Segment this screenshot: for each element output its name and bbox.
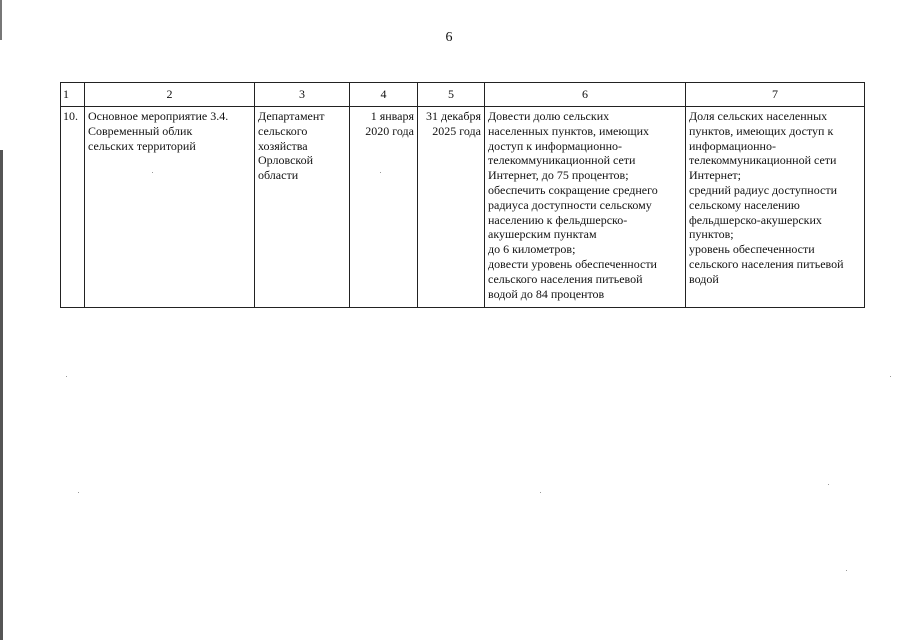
- result-cell: [485, 107, 686, 308]
- indicators-cell: [686, 107, 865, 308]
- indicator-line: Доля сельских населенных: [689, 109, 828, 123]
- header-cell-1: 1: [61, 83, 85, 107]
- executor-line: Орловской: [258, 153, 314, 168]
- executor-lines: [258, 109, 346, 183]
- result-line: водой до 84 процентов: [488, 286, 605, 301]
- result-line: сельского населения питьевой: [488, 271, 643, 286]
- indicator-line: сельского населения питьевой: [689, 256, 844, 271]
- result-lines: [488, 109, 682, 301]
- result-line: населенных пунктов, имеющих: [488, 123, 650, 138]
- indicator-line: телекоммуникационной сети: [689, 153, 837, 168]
- end-date-lines: [421, 109, 481, 139]
- result-line: довести уровень обеспеченности: [488, 256, 657, 271]
- end-date-line: 2025 года: [432, 123, 481, 138]
- indicator-line: уровень обеспеченности: [689, 242, 815, 257]
- header-cell-2: 2: [85, 83, 255, 107]
- activity-line: Современный облик: [88, 123, 193, 138]
- indicator-line: пунктов, имеющих доступ к: [689, 123, 834, 138]
- scan-speck: [380, 172, 381, 173]
- end-date-cell: [418, 107, 485, 308]
- start-date-lines: [353, 109, 414, 139]
- result-line: Интернет, до 75 процентов;: [488, 168, 629, 183]
- program-table: [60, 82, 865, 308]
- header-cell-6: 6: [485, 83, 686, 107]
- scan-speck: [846, 570, 847, 571]
- indicator-line: сельскому населению: [689, 197, 800, 212]
- activity-line: Основное мероприятие 3.4.: [88, 109, 229, 123]
- indicator-line: фельдшерско-акушерских: [689, 212, 822, 227]
- activity-line: сельских территорий: [88, 138, 196, 153]
- indicator-line: Интернет;: [689, 168, 741, 183]
- executor-line: сельского: [258, 123, 308, 138]
- scan-speck: [66, 376, 67, 377]
- header-cell-5: 5: [418, 83, 485, 107]
- result-line: обеспечить сокращение среднего: [488, 182, 658, 197]
- result-line: телекоммуникационной сети: [488, 153, 636, 168]
- indicator-line: водой: [689, 271, 719, 286]
- table-row: [61, 107, 865, 308]
- result-line: до 6 километров;: [488, 242, 576, 257]
- activity-lines: [88, 109, 251, 153]
- executor-cell: [255, 107, 350, 308]
- scan-speck: [828, 484, 829, 485]
- scan-speck: [540, 492, 541, 493]
- result-line: Довести долю сельских: [488, 109, 610, 123]
- scan-edge-mark: [0, 150, 3, 640]
- end-date-line: 31 декабря: [425, 109, 481, 123]
- indicators-lines: [689, 109, 861, 287]
- indicator-line: пунктов;: [689, 227, 734, 242]
- header-cell-3: 3: [255, 83, 350, 107]
- row-number-cell: 10.: [61, 107, 85, 308]
- executor-line: Департамент: [258, 109, 325, 123]
- result-line: населению к фельдшерско-: [488, 212, 628, 227]
- executor-line: хозяйства: [258, 138, 308, 153]
- result-line: радиуса доступности сельскому: [488, 197, 652, 212]
- executor-line: области: [258, 168, 299, 183]
- indicator-line: информационно-: [689, 138, 776, 153]
- header-cell-7: 7: [686, 83, 865, 107]
- page-number: 6: [445, 30, 453, 45]
- indicator-line: средний радиус доступности: [689, 182, 837, 197]
- scan-speck: [890, 376, 891, 377]
- scan-speck: [152, 172, 153, 173]
- table-header-row: [61, 83, 865, 107]
- header-cell-4: 4: [350, 83, 418, 107]
- result-line: акушерским пунктам: [488, 227, 597, 242]
- activity-cell: [85, 107, 255, 308]
- result-line: доступ к информационно-: [488, 138, 623, 153]
- start-date-line: 2020 года: [365, 123, 414, 138]
- scan-speck: [78, 492, 79, 493]
- start-date-cell: [350, 107, 418, 308]
- start-date-line: 1 января: [370, 109, 414, 123]
